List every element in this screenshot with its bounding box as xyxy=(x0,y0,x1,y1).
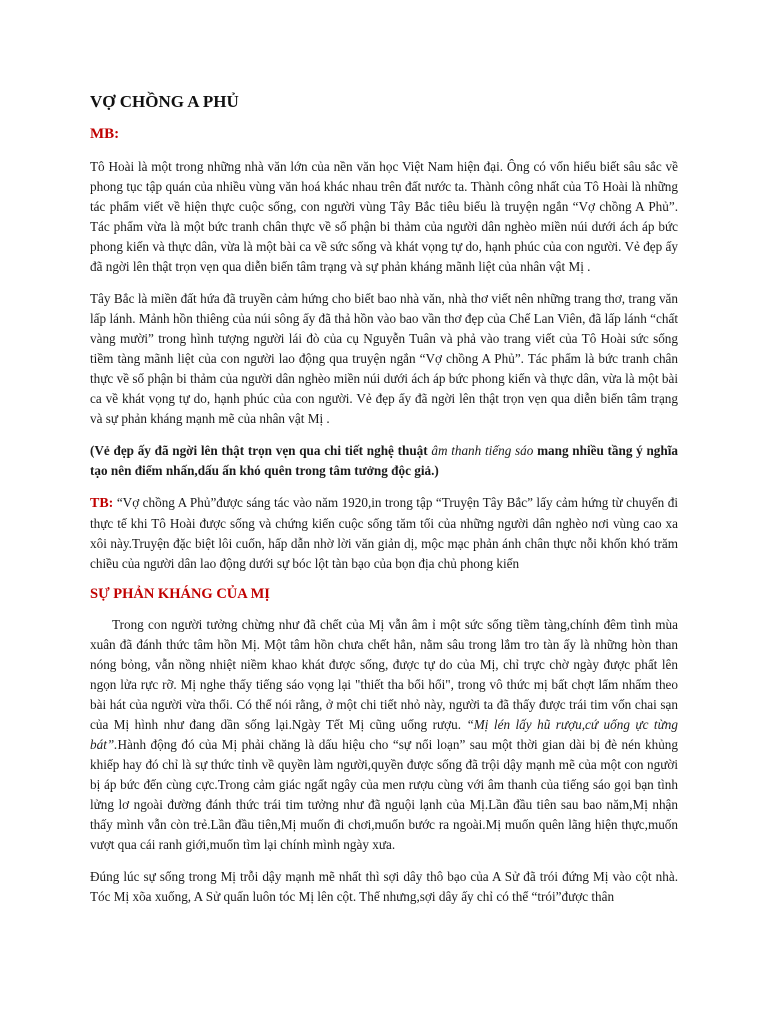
tb-paragraph xyxy=(90,493,678,574)
bold-thesis-part2: mang nhiều tầng ý nghĩa tạo nên điểm nhấn,dấu ấn khó quên trong tâm tưởng độc giả.) xyxy=(90,443,678,478)
document-title: VỢ CHỒNG A PHỦ xyxy=(90,92,239,111)
tb-label: TB: xyxy=(90,496,114,511)
body-paragraph-1b: Hành động đó của Mị phải chăng là dấu hiệu cho “sự nổi loạn” sau một thời gian dài bị đè nén khủng khiếp hay đó chỉ là sự thức tỉnh về quyền làm người,quyền được sống đã trội dậy mạnh mẽ của một con người bị áp bức đến cùng cực.Trong cảm giác ngất ngây của men rượu cùng với âm thanh của tiếng sáo gọi bạn tình lửng lơ ngoài đường đánh thức trái tim tưởng như đã nguội lạnh của Mị.Lần đầu tiên sau bao năm,Mị nhận thấy mình vẫn còn trẻ.Lần đầu tiên,Mị muốn đi chơi,muốn bước ra ngoài.Mị muốn quên lãng hiện thực,muốn vượt qua cái ranh giới,muốn tìm lại chính mình ngày xưa. xyxy=(90,737,678,852)
bold-thesis-paragraph xyxy=(90,441,678,481)
body-paragraph-1a: Trong con người tưởng chừng như đã chết của Mị vẫn âm ỉ một sức sống tiềm tàng,chính đêm tình mùa xuân đã đánh thức tâm hồn Mị. Một tâm hồn chưa chết hẳn, nằm sâu trong lắm tro tàn ấy là những hòn than nóng bỏng, vẫn nồng nhiệt niềm khao khát được sống, được tự do của Mị, chỉ trực chờ ngày được phất lên ngọn lửa rực rỡ. Mị nghe thấy tiếng sáo vọng lại "thiết tha bổi hổi", trong vô thức mị bất chợt lẩm nhẩm theo bài hát của người vừa thổi. Có thể nói rằng, ở một chi tiết nhỏ này, người ta đã thấy được trái tim vốn chai sạn của Mị hình như đang dần sống lại.Ngày Tết Mị cũng uống rượu. xyxy=(90,617,678,732)
bold-thesis-italic: âm thanh tiếng sáo xyxy=(431,443,534,458)
body-paragraph-1-italic: “Mị lén lấy hũ rượu,cứ uống ực từng bát”. xyxy=(90,717,678,752)
mb-paragraph-2: Tây Bắc là miền đất hứa đã truyền cảm hứng cho biết bao nhà văn, nhà thơ viết nên những trang thơ, trang văn lấp lánh. Mảnh hồn thiêng của núi sông ấy đã thả hồn vào bao vần thơ đẹp của Chế Lan Viên, đã lấp lánh “chất vàng mười” trong hình tượng người lái đò của cụ Nguyễn Tuân và phả vào trang viết của Tô Hoài sức sống tiềm tàng mãnh liệt của con người lao động qua truyện ngắn “Vợ chồng A Phủ”. Tác phẩm là bức tranh chân thực về số phận bi thảm của người dân nghèo miền núi dưới ách áp bức phong kiến và thực dân, vừa là một bài ca về khát vọng tự do, hạnh phúc của con người. Vẻ đẹp ấy đã ngời lên thật trọn vẹn qua diễn biến tâm trạng và sự phản kháng mạnh mẽ của nhân vật Mị . xyxy=(90,291,678,426)
mb-paragraph-1: Tô Hoài là một trong những nhà văn lớn của nền văn học Việt Nam hiện đại. Ông có vốn hiểu biết sâu sắc về phong tục tập quán của nhiều vùng văn hoá khác nhau trên đất nước ta. Thành công nhất của Tô Hoài là những tác phẩm viết về hiện thực cuộc sống, con người vùng Tây Bắc tiêu biểu là truyện ngắn “Vợ chồng A Phủ”. Tác phẩm vừa là một bức tranh chân thực về số phận bi thảm của người dân nghèo miền núi dưới ách áp bức phong kiến và thực dân, vừa là một bài ca về sức sống và khát vọng tự do, hạnh phúc của con người. Vẻ đẹp ấy đã ngời lên thật trọn vẹn qua diễn biến tâm trạng và sự phản kháng mãnh liệt của nhân vật Mị . xyxy=(90,159,678,274)
body-paragraph-1 xyxy=(90,615,678,855)
tb-text: “Vợ chồng A Phủ”được sáng tác vào năm 1920,in trong tập “Truyện Tây Bắc” lấy cảm hứng từ chuyến đi thực tế khi Tô Hoài được sống và chứng kiến cuộc sống tăm tối của những người dân nghèo nơi vùng cao xa xôi này.Truyện đặc biệt lôi cuốn, hấp dẫn nhờ lời văn giản dị, mộc mạc phản ánh chân thực nỗi khốn khó trăm chiều của người dân lao động dưới sự bóc lột tàn bạo của bọn địa chủ phong kiến xyxy=(90,495,678,571)
mb-label: MB: xyxy=(90,126,120,142)
bold-thesis-part1: (Vẻ đẹp ấy đã ngời lên thật trọn vẹn qua chi tiết nghệ thuật xyxy=(90,443,432,458)
body-paragraph-2: Đúng lúc sự sống trong Mị trỗi dậy mạnh mẽ nhất thì sợi dây thô bạo của A Sử đã trói đứng Mị vào cột nhà. Tóc Mị xõa xuống, A Sử quấn luôn tóc Mị lên cột. Thế nhưng,sợi dây ấy chỉ có thể “trói”được thân xyxy=(90,869,678,904)
section-heading: SỰ PHẢN KHÁNG CỦA MỊ xyxy=(90,586,270,602)
